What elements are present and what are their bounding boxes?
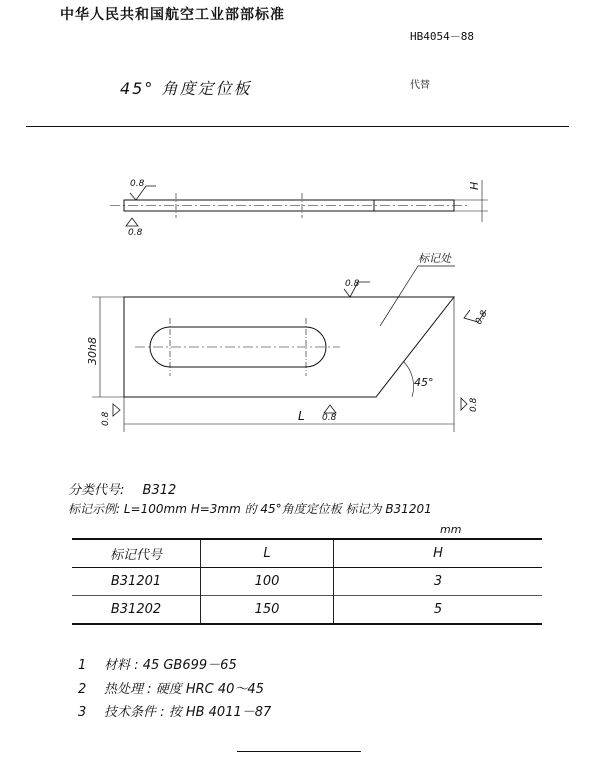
table-unit: mm (440, 523, 462, 536)
header-rule (26, 126, 569, 127)
footer-rule (237, 751, 361, 752)
note-label: 技术条件 (104, 705, 157, 720)
marking-label: 标记处 (418, 252, 451, 265)
header-H: H (334, 539, 543, 568)
dim-width-label: 30h8 (86, 337, 99, 365)
note-label: 热处理 (104, 682, 144, 697)
roughness-chamfer: 0.8 (473, 309, 490, 327)
dim-length-label: L (298, 409, 305, 423)
header-code: 标记代号 (109, 548, 162, 563)
note-value: 45 GB699－65 (142, 658, 237, 673)
angle-label: 45° (414, 376, 434, 389)
front-view (86, 252, 490, 432)
cell-L: 100 (201, 568, 334, 596)
cell-H: 5 (334, 596, 543, 625)
dim-H-label: H (468, 181, 481, 190)
note-item: 2 热处理 : 硬度 HRC 40～45 (78, 682, 264, 697)
note-item: 1 材料 : 45 GB699－65 (78, 658, 237, 673)
document-title: 45° 角度定位板 (120, 79, 252, 98)
cell-L: 150 (201, 596, 334, 625)
cell-code: B31202 (110, 602, 162, 617)
classification-label: 分类代号: (68, 483, 125, 498)
dimension-table (72, 538, 542, 625)
table-row (72, 596, 542, 625)
classification-line (68, 479, 176, 498)
roughness-top: 0.8 (130, 179, 145, 189)
roughness-right: 0.8 (469, 397, 479, 412)
side-view (110, 179, 488, 238)
marking-example: 标记示例: L=100mm H=3mm 的 45°角度定位板 标记为 B31201 (68, 502, 432, 516)
note-value: 硬度 HRC 40～45 (155, 682, 264, 697)
cell-code: B31201 (110, 574, 162, 589)
technical-drawing (0, 160, 600, 450)
header-L: L (201, 539, 334, 568)
roughness-front-top: 0.8 (345, 279, 360, 289)
note-item: 3 技术条件 : 按 HB 4011－87 (78, 705, 272, 720)
note-value: 按 HB 4011－87 (168, 705, 272, 720)
standard-organization: 中华人民共和国航空工业部部标准 (60, 7, 285, 23)
roughness-bottom: 0.8 (128, 228, 143, 238)
roughness-left: 0.8 (101, 411, 111, 426)
table-header-row (72, 539, 542, 568)
roughness-front-bottom: 0.8 (322, 413, 337, 423)
classification-value: B312 (142, 483, 177, 498)
note-label: 材料 (104, 658, 131, 673)
standard-code: HB4054－88 (410, 30, 474, 43)
table-row (72, 568, 542, 596)
cell-H: 3 (334, 568, 543, 596)
replaces-label: 代替 (410, 80, 430, 91)
